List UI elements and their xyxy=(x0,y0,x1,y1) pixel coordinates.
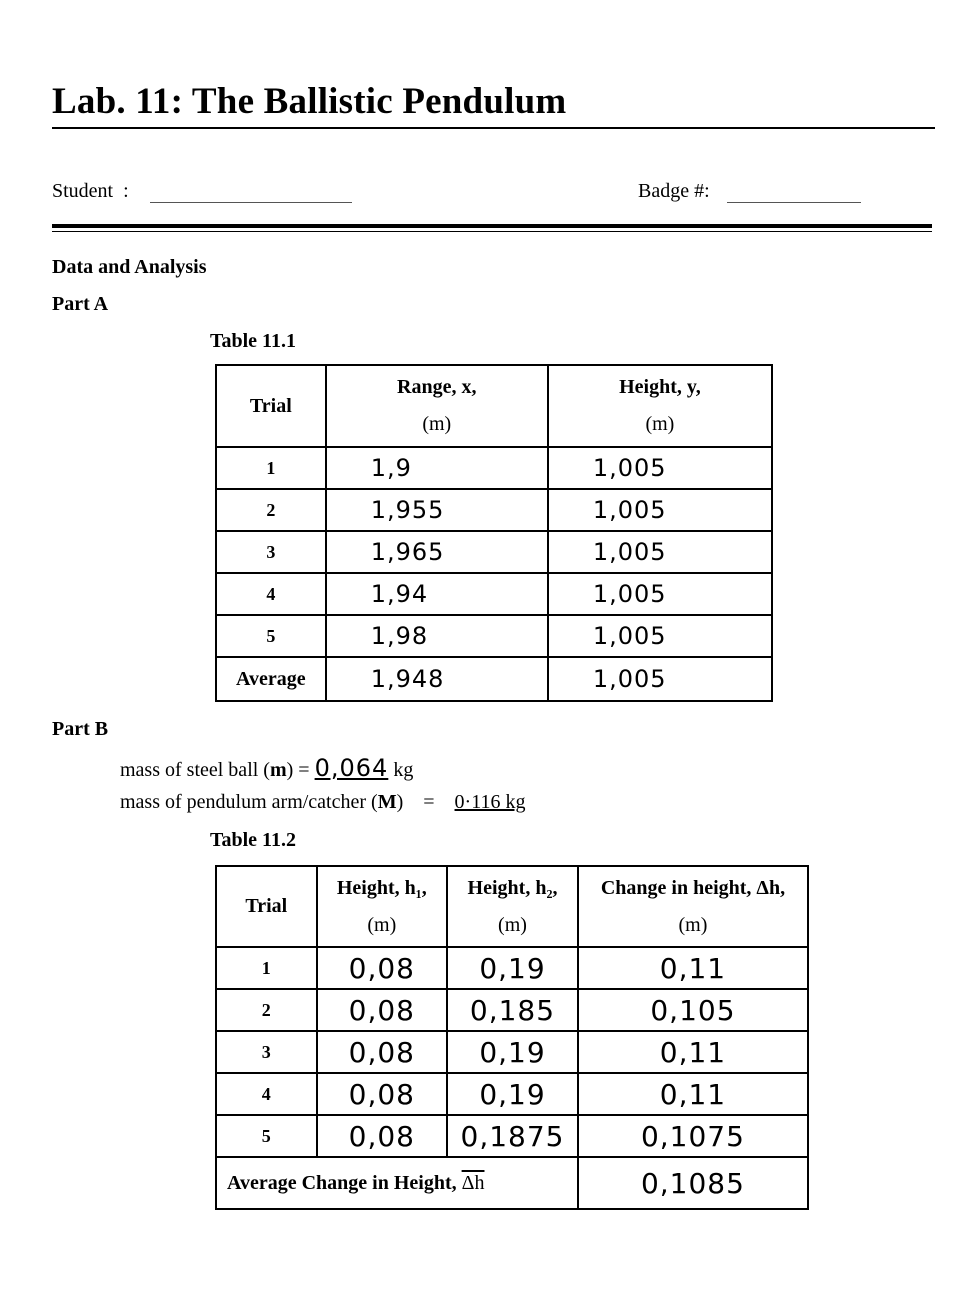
trial-number: 1 xyxy=(216,447,326,489)
section-divider-thin xyxy=(52,231,932,232)
trial-number: 1 xyxy=(216,947,317,989)
table-2-caption: Table 11.2 xyxy=(210,829,296,851)
range-value: 1,9 xyxy=(326,447,548,489)
h1-value: 0,08 xyxy=(317,1073,448,1115)
table-row xyxy=(216,1115,808,1157)
range-value: 1,98 xyxy=(326,615,548,657)
trial-number: 2 xyxy=(216,489,326,531)
mass-pendulum-line: mass of pendulum arm/catcher (M) = 0·116 kg xyxy=(120,791,526,813)
mass-pendulum-value: 0·116 kg xyxy=(454,791,526,813)
mass-ball-value: 0,064 xyxy=(314,754,389,782)
trial-number: 3 xyxy=(216,1031,317,1073)
height-value: 1,005 xyxy=(548,447,772,489)
average-change-label: Average Change in Height, $\overline{\Delta h}$ xyxy=(216,1157,578,1209)
page-title: Lab. 11: The Ballistic Pendulum xyxy=(52,81,567,122)
mass-ball-line: mass of steel ball (m) = 0,064 kg xyxy=(120,754,414,782)
header-range: Range, x, (m) xyxy=(326,365,548,447)
section-divider-thick xyxy=(52,224,932,228)
table-11-2 xyxy=(215,865,809,1210)
trial-number: 5 xyxy=(216,1115,317,1157)
student-name-field[interactable] xyxy=(150,202,352,203)
header-change-height: Change in height, Δh, (m) xyxy=(578,866,808,947)
height-value: 1,005 xyxy=(548,615,772,657)
table-row xyxy=(216,1073,808,1115)
trial-number: 5 xyxy=(216,615,326,657)
average-change-value: 0,1085 xyxy=(578,1157,808,1209)
part-a-heading: Part A xyxy=(52,293,109,315)
table-11-1 xyxy=(215,364,773,702)
average-label: Average xyxy=(216,657,326,701)
height-value: 1,005 xyxy=(548,573,772,615)
table-row xyxy=(216,531,772,573)
table-row xyxy=(216,989,808,1031)
part-b-heading: Part B xyxy=(52,718,109,740)
range-value: 1,965 xyxy=(326,531,548,573)
trial-number: 4 xyxy=(216,573,326,615)
h2-value: 0,1875 xyxy=(447,1115,578,1157)
range-value: 1,955 xyxy=(326,489,548,531)
dh-value: 0,1075 xyxy=(578,1115,808,1157)
h1-value: 0,08 xyxy=(317,947,448,989)
header-trial: Trial xyxy=(216,866,317,947)
h1-value: 0,08 xyxy=(317,1115,448,1157)
table-row xyxy=(216,615,772,657)
header-h2: Height, h₂, (m) xyxy=(447,866,578,947)
badge-label: Badge #: xyxy=(638,180,710,202)
header-trial: Trial xyxy=(216,365,326,447)
table-row xyxy=(216,947,808,989)
dh-value: 0,11 xyxy=(578,1073,808,1115)
trial-number: 3 xyxy=(216,531,326,573)
h2-value: 0,19 xyxy=(447,1031,578,1073)
table-row xyxy=(216,1031,808,1073)
trial-number: 2 xyxy=(216,989,317,1031)
title-underline xyxy=(52,127,935,129)
h2-value: 0,19 xyxy=(447,1073,578,1115)
data-analysis-heading: Data and Analysis xyxy=(52,256,207,278)
dh-value: 0,11 xyxy=(578,947,808,989)
average-range-value: 1,948 xyxy=(326,657,548,701)
height-value: 1,005 xyxy=(548,489,772,531)
range-value: 1,94 xyxy=(326,573,548,615)
average-row xyxy=(216,657,772,701)
badge-number-field[interactable] xyxy=(727,202,861,203)
dh-value: 0,11 xyxy=(578,1031,808,1073)
table-row xyxy=(216,573,772,615)
average-row xyxy=(216,1157,808,1209)
average-height-value: 1,005 xyxy=(548,657,772,701)
h1-value: 0,08 xyxy=(317,989,448,1031)
height-value: 1,005 xyxy=(548,531,772,573)
h1-value: 0,08 xyxy=(317,1031,448,1073)
table-row xyxy=(216,489,772,531)
trial-number: 4 xyxy=(216,1073,317,1115)
table-row xyxy=(216,447,772,489)
dh-value: 0,105 xyxy=(578,989,808,1031)
h2-value: 0,185 xyxy=(447,989,578,1031)
header-h1: Height, h₁, (m) xyxy=(317,866,448,947)
header-height: Height, y, (m) xyxy=(548,365,772,447)
table-1-caption: Table 11.1 xyxy=(210,330,296,352)
h2-value: 0,19 xyxy=(447,947,578,989)
student-label: Student : xyxy=(52,180,129,202)
